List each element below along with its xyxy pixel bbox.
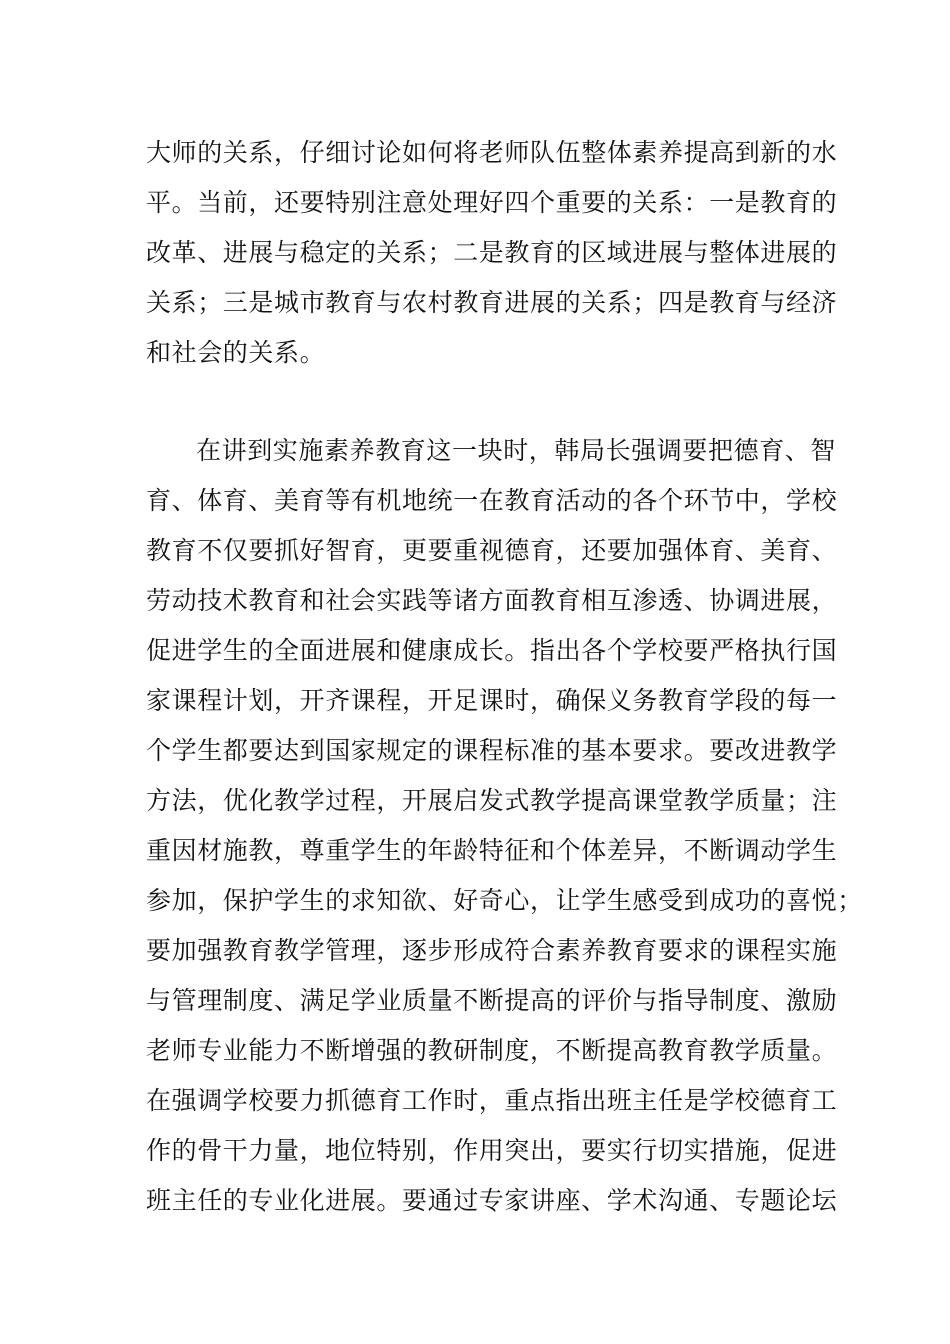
paragraph-2-line-6: 家课程计划，开齐课程，开足课时，确保义务教育学段的每一 xyxy=(146,686,838,715)
paragraph-2-line-14: 在强调学校要力抓德育工作时，重点指出班主任是学校德育工 xyxy=(146,1086,838,1115)
paragraph-2-line-13: 老师专业能力不断增强的教研制度，不断提高教育教学质量。 xyxy=(146,1036,838,1065)
paragraph-2-line-11: 要加强教育教学管理，逐步形成符合素养教育要求的课程实施 xyxy=(146,936,838,965)
paragraph-2-line-4: 劳动技术教育和社会实践等诸方面教育相互渗透、协调进展， xyxy=(146,586,838,615)
paragraph-2-line-8: 方法，优化教学过程，开展启发式教学提高课堂教学质量；注 xyxy=(146,786,838,815)
paragraph-1-line-3: 改革、进展与稳定的关系；二是教育的区域进展与整体进展的 xyxy=(146,238,838,267)
paragraph-1-line-4: 关系；三是城市教育与农村教育进展的关系；四是教育与经济 xyxy=(146,288,838,317)
paragraph-1-line-1: 大师的关系，仔细讨论如何将老师队伍整体素养提高到新的水 xyxy=(146,138,838,167)
paragraph-1-line-5: 和社会的关系。 xyxy=(146,338,326,367)
paragraph-2-line-16: 班主任的专业化进展。要通过专家讲座、学术沟通、专题论坛 xyxy=(146,1186,838,1215)
paragraph-2-line-1: 在讲到实施素养教育这一块时，韩局长强调要把德育、智 xyxy=(196,436,837,465)
paragraph-2-line-9: 重因材施教，尊重学生的年龄特征和个体差异，不断调动学生 xyxy=(146,836,838,865)
paragraph-2-line-7: 个学生都要达到国家规定的课程标准的基本要求。要改进教学 xyxy=(146,736,838,765)
paragraph-2-line-15: 作的骨干力量，地位特别，作用突出，要实行切实措施，促进 xyxy=(146,1136,838,1165)
paragraph-2-line-12: 与管理制度、满足学业质量不断提高的评价与指导制度、激励 xyxy=(146,986,838,1015)
paragraph-2-line-3: 教育不仅要抓好智育，更要重视德育，还要加强体育、美育、 xyxy=(146,536,838,565)
paragraph-2-line-2: 育、体育、美育等有机地统一在教育活动的各个环节中，学校 xyxy=(146,486,838,515)
paragraph-1-line-2: 平。当前，还要特别注意处理好四个重要的关系：一是教育的 xyxy=(146,188,838,217)
paragraph-2-line-5: 促进学生的全面进展和健康成长。指出各个学校要严格执行国 xyxy=(146,636,838,665)
paragraph-2-line-10: 参加，保护学生的求知欲、好奇心，让学生感受到成功的喜悦； xyxy=(146,886,863,915)
